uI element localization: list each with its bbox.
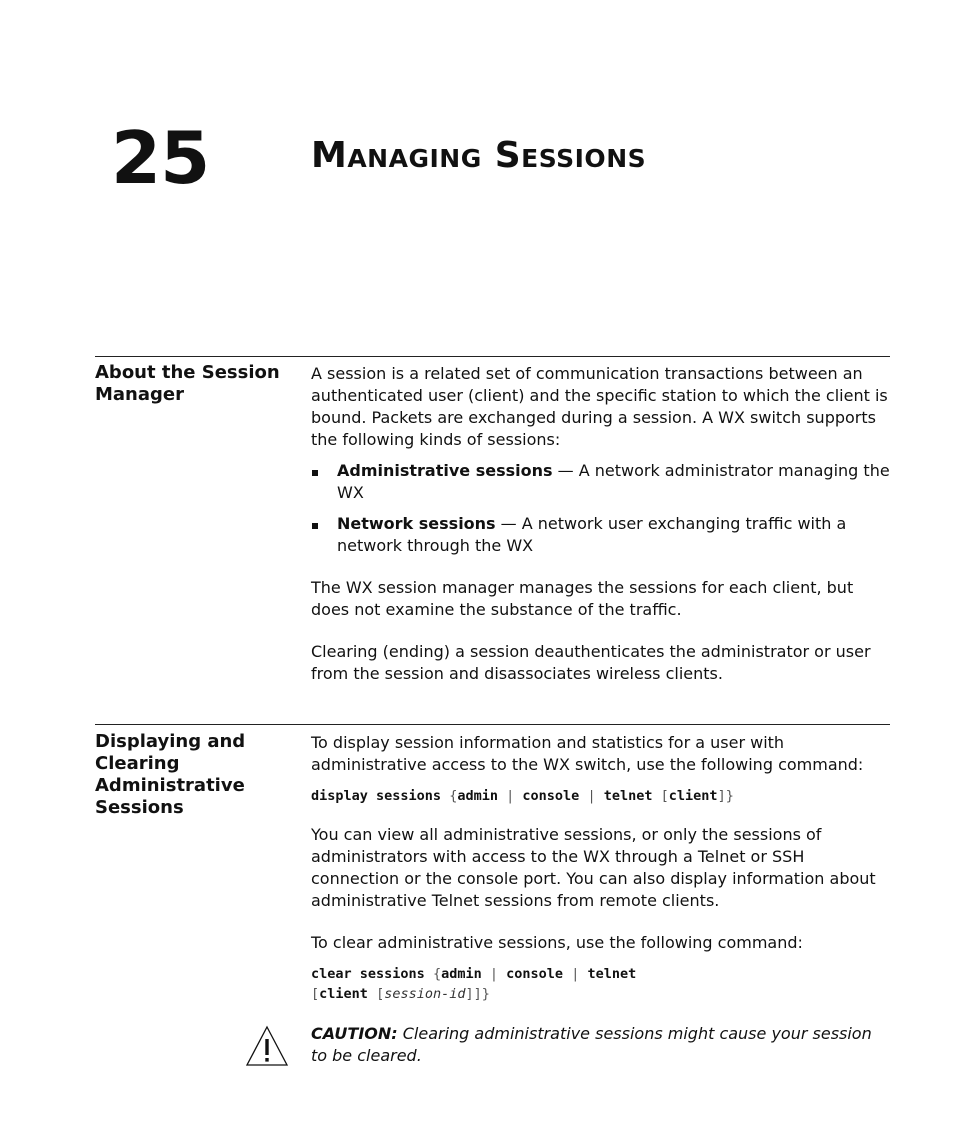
syntax-bracket: [ bbox=[311, 986, 320, 1002]
section-heading: Displaying and Clearing Administrative Sessions bbox=[95, 731, 246, 818]
list-item bbox=[311, 460, 891, 504]
paragraph: A session is a related set of communication transactions between an authenticated user (client) and the specific station to which the client is bound. Packets are exchanged during a session. A WX switch supports the following kinds of sessions: bbox=[311, 364, 888, 449]
command-option: console bbox=[522, 788, 580, 804]
command-name: clear sessions bbox=[311, 966, 425, 982]
chapter-number: 25 bbox=[111, 116, 210, 200]
command-name: display sessions bbox=[311, 788, 442, 804]
caution-label: CAUTION: bbox=[311, 1024, 398, 1043]
caution-text: Clearing administrative sessions might cause your session to be cleared. bbox=[311, 1024, 872, 1065]
syntax-brace: { bbox=[432, 966, 442, 982]
syntax-bracket: [ bbox=[660, 788, 669, 804]
syntax-separator: | bbox=[506, 788, 515, 804]
syntax-separator: | bbox=[587, 788, 596, 804]
command-option: client bbox=[668, 788, 718, 804]
paragraph: Clearing (ending) a session deauthenticates the administrator or user from the session and disassociates wireless clients. bbox=[311, 642, 871, 683]
command-argument: session-id bbox=[384, 986, 466, 1002]
caution-note bbox=[311, 1023, 891, 1067]
paragraph: You can view all administrative sessions, or only the sessions of administrators with access to the WX through a Telnet or SSH connection or the console port. You can also display information about administrative Telnet sessions from remote clients. bbox=[311, 825, 876, 910]
paragraph: To display session information and statistics for a user with administrative access to the WX switch, use the following command: bbox=[311, 733, 864, 774]
command-syntax bbox=[311, 786, 891, 806]
section-body bbox=[311, 732, 891, 1022]
caution-triangle-icon bbox=[245, 1025, 289, 1067]
list-item bbox=[311, 513, 891, 557]
syntax-bracket: ]]} bbox=[465, 986, 490, 1002]
bullet-term: Administrative sessions bbox=[337, 461, 553, 480]
section-body bbox=[311, 363, 891, 705]
paragraph: The WX session manager manages the sessions for each client, but does not examine the substance of the traffic. bbox=[311, 578, 854, 619]
section-divider bbox=[95, 724, 890, 725]
syntax-separator: | bbox=[489, 966, 498, 982]
command-option: telnet bbox=[587, 966, 637, 982]
command-option: console bbox=[506, 966, 564, 982]
command-option: admin bbox=[457, 788, 498, 804]
bullet-icon bbox=[312, 470, 318, 476]
chapter-title: Managing Sessions bbox=[311, 135, 647, 176]
bullet-list bbox=[311, 460, 891, 557]
syntax-bracket: ]} bbox=[717, 788, 734, 804]
command-option: client bbox=[319, 986, 368, 1002]
syntax-brace: { bbox=[449, 788, 458, 804]
command-option: admin bbox=[441, 966, 482, 982]
syntax-bracket: [ bbox=[376, 986, 385, 1002]
command-option: telnet bbox=[603, 788, 653, 804]
section-divider bbox=[95, 356, 890, 357]
bullet-text: — A network user exchanging traffic with a network through the WX bbox=[337, 514, 847, 555]
section-heading: About the Session Manager bbox=[95, 362, 280, 405]
bullet-text: — A network administrator managing the WX bbox=[337, 461, 890, 502]
bullet-term: Network sessions bbox=[337, 514, 496, 533]
bullet-icon bbox=[312, 523, 318, 529]
paragraph: To clear administrative sessions, use the following command: bbox=[311, 933, 803, 952]
syntax-separator: | bbox=[571, 966, 580, 982]
command-syntax bbox=[311, 964, 711, 1004]
